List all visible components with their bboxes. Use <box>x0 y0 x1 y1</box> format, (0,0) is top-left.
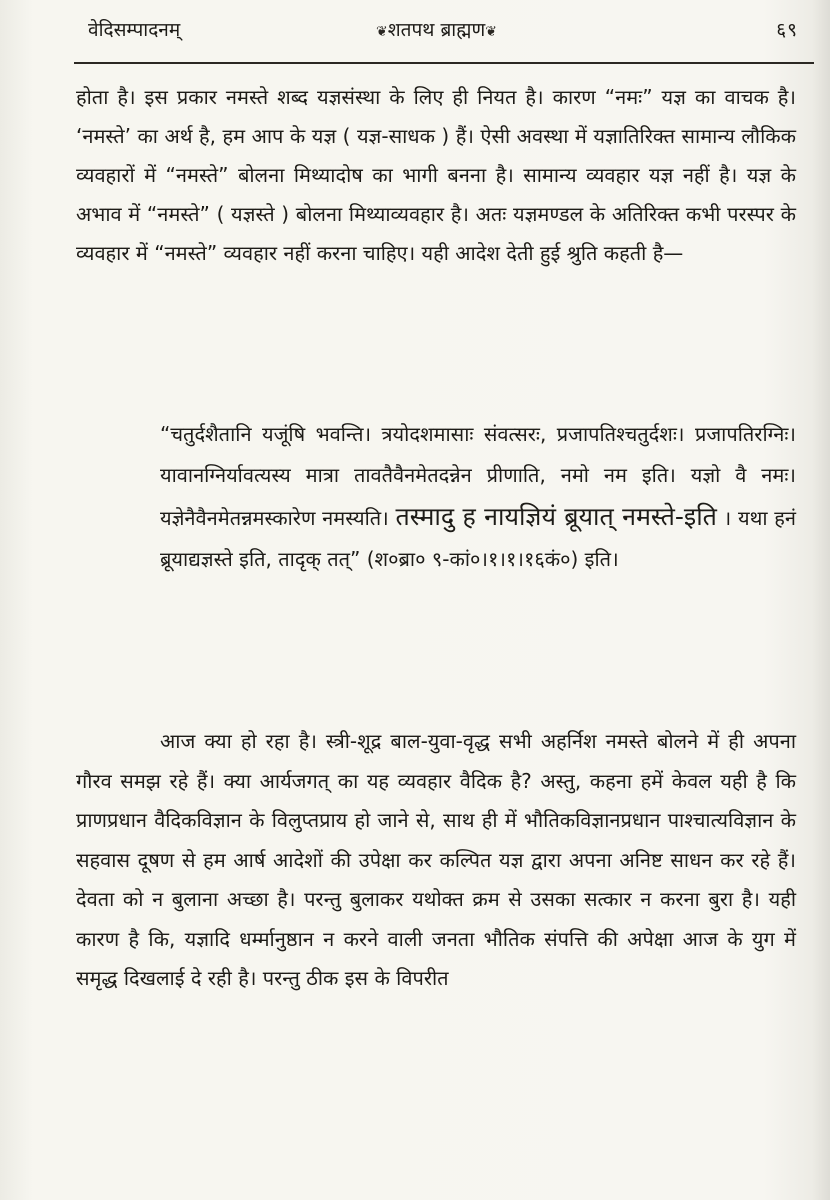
scripture-quote <box>160 414 796 580</box>
page-edge-shadow <box>812 0 830 1200</box>
quote-part-3: । यथा हनं ब्रूयाद्यज्ञस्ते इति, तादृक् तत्” (श०ब्रा० ९-कां०।१।१।१६कं०) इति। <box>160 506 796 571</box>
paragraph-1 <box>76 78 796 273</box>
chapter-title: वेदिसम्पादनम् <box>88 19 181 41</box>
paragraph-1-text: होता है। इस प्रकार नमस्ते शब्द यज्ञसंस्था के लिए ही नियत है। कारण “नमः” यज्ञ का वाचक है। ‘नमस्ते’ का अर्थ है, हम आप के यज्ञ ( यज्ञ-साधक ) हैं। ऐसी अवस्था में यज्ञातिरिक्त सामान्य लौकिक व्यवहारों में “नमस्ते” बोलना मिथ्यादोष का भागी बनना है। सामान्य व्यवहार यज्ञ नहीं है। यज्ञ के अभाव में “नमस्ते” ( यज्ञस्ते ) बोलना मिथ्याव्यवहार है। अतः यज्ञमण्डल के अतिरिक्त कभी परस्पर के व्यवहार में “नमस्ते” व्यवहार नहीं करना चाहिए। यही आदेश देती हुई श्रुति कहती है— <box>76 85 796 265</box>
page-number: ६९ <box>776 19 798 41</box>
quote-emphasis: तस्मादु ह नायज्ञियं ब्रूयात् नमस्ते-इति <box>395 502 717 531</box>
quote-part-1: “चतुर्दशैतानि यजूंषि भवन्ति। त्रयोदशमासाः संवत्सरः, प्रजापतिश्चतुर्दशः। प्रजापतिरग्निः। यावानग्निर्यावत्यस्य मात्रा तावतैवैनमेतदन्नेन प्रीणाति, नमो नम इति। यज्ञो वै नमः। यज्ञेनैवैनमेतन्नमस्कारेण नमस्यति। <box>160 422 796 530</box>
ornament-left-icon: ❦ <box>376 24 388 40</box>
running-header <box>88 10 800 46</box>
paragraph-2-text: आज क्या हो रहा है। स्त्री-शूद्र बाल-युवा-वृद्ध सभी अहर्निश नमस्ते बोलने में ही अपना गौरव समझ रहे हैं। क्या आर्यजगत् का यह व्यवहार वैदिक है? अस्तु, कहना हमें केवल यही है कि प्राणप्रधान वैदिकविज्ञान के विलुप्तप्राय हो जाने से, साथ ही में भौतिकविज्ञानप्रधान पाश्चात्यविज्ञान के सहवास दूषण से हम आर्ष आदेशों की उपेक्षा कर कल्पित यज्ञ द्वारा अपना अनिष्ट साधन कर रहे हैं। देवता को न बुलाना अच्छा है। परन्तु बुलाकर यथोक्त क्रम से उसका सत्कार न करना बुरा है। यही कारण है कि, यज्ञादि धर्म्मानुष्ठान न करने वाली जनता भौतिक संपत्ति की अपेक्षा आज के युग में समृद्ध दिखलाई दे रही है। परन्तु ठीक इस के विपरीत <box>76 729 796 990</box>
header-rule <box>74 62 814 64</box>
book-title-text: शतपथ ब्राह्मण <box>387 19 486 41</box>
paragraph-2 <box>76 722 796 999</box>
ornament-right-icon: ❦ <box>485 24 497 40</box>
book-title <box>376 16 497 42</box>
